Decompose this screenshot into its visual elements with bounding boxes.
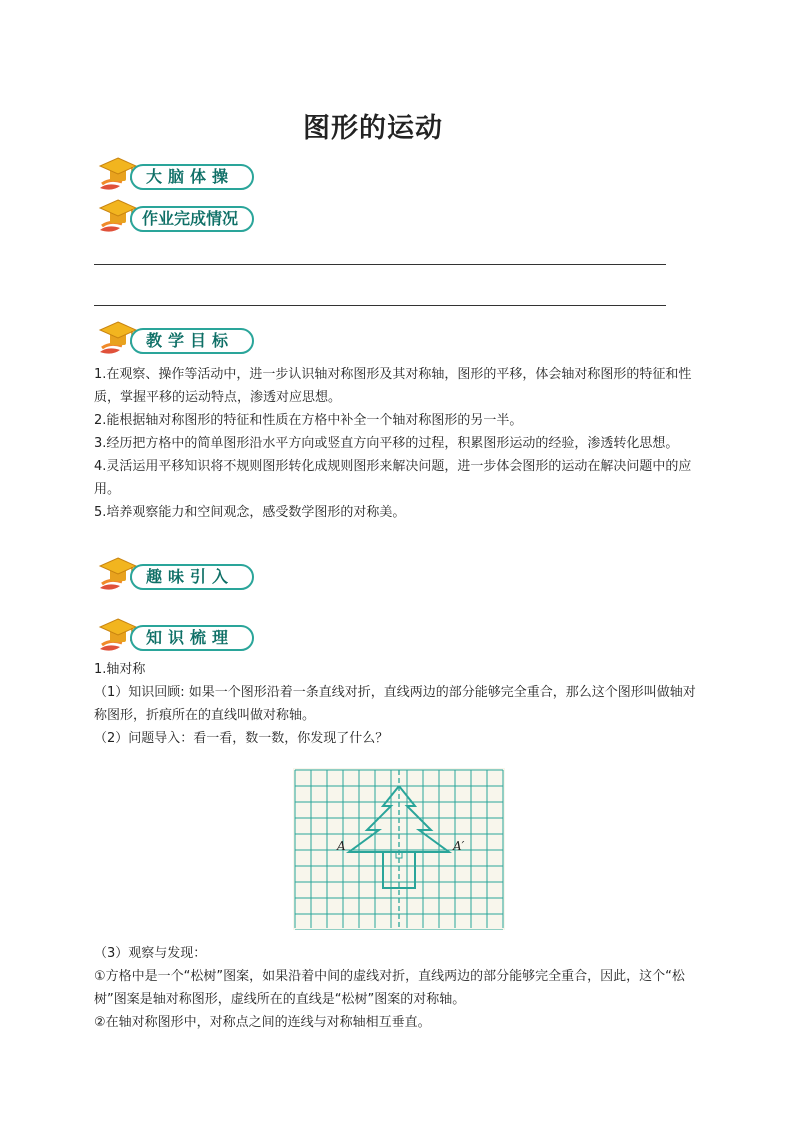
knowledge-question: （2）问题导入：看一看，数一数，你发现了什么？: [94, 731, 389, 746]
writing-line: [94, 305, 666, 306]
observe-title: （3）观察与发现：: [94, 946, 207, 961]
goal-item: 1.在观察、操作等活动中，进一步认识轴对称图形及其对称轴，图形的平移，体会轴对称图形的特征和性质，掌握平移的运动特点，渗透对应思想。: [94, 367, 692, 405]
point-a-prime-label: A′: [453, 839, 465, 853]
section-badge-pill: [130, 164, 254, 190]
observe-item: ①方格中是一个“松树”图案，如果沿着中间的虚线对折，直线两边的部分能够完全重合，因此，这个“松树”图案是轴对称图形，虚线所在的直线是“松树”图案的对称轴。: [94, 969, 685, 1007]
section-badge-pill: [130, 625, 254, 651]
knowledge-review: （1）知识回顾: 如果一个图形沿着一条直线对折，直线两边的部分能够完全重合，那么这个图形叫做轴对称图形，折痕所在的直线叫做对称轴。: [94, 685, 696, 723]
section-badge-label: 趣味引入: [146, 567, 235, 586]
section-badge-homework: [96, 196, 264, 236]
section-badge-label: 教学目标: [146, 331, 235, 350]
section-badge-knowledge: [96, 615, 264, 655]
knowledge-block: [94, 658, 706, 750]
section-badge-pill: [130, 564, 254, 590]
grid-background: [293, 768, 505, 930]
goal-item: 4.灵活运用平移知识将不规则图形转化成规则图形来解决问题，进一步体会图形的运动在解决问题中的应用。: [94, 459, 692, 497]
goal-item: 2.能根据轴对称图形的特征和性质在方格中补全一个轴对称图形的另一半。: [94, 413, 523, 428]
section-badge-pill: [130, 328, 254, 354]
section-badge-intro: [96, 554, 264, 594]
goal-item: 3.经历把方格中的简单图形沿水平方向或竖直方向平移的过程，积累图形运动的经验，渗透转化思想。: [94, 436, 679, 451]
page-title: 图形的运动: [303, 113, 443, 144]
pine-tree-grid-figure: [293, 768, 505, 930]
goal-item: 5.培养观察能力和空间观念，感受数学图形的对称美。: [94, 505, 406, 520]
section-badge-label: 作业完成情况: [142, 209, 239, 228]
observation-block: [94, 942, 706, 1034]
section-badge-label: 大脑体操: [146, 167, 235, 186]
goals-list: [94, 363, 706, 524]
writing-line: [94, 264, 666, 265]
point-a-label: A: [337, 839, 346, 853]
section-badge-label: 知识梳理: [146, 628, 235, 647]
knowledge-heading: 1.轴对称: [94, 662, 146, 677]
grid-svg: [293, 768, 505, 930]
section-badge-brain: [96, 154, 264, 194]
section-badge-pill: [130, 206, 254, 232]
observe-item: ②在轴对称图形中，对称点之间的连线与对称轴相互垂直。: [94, 1015, 431, 1030]
section-badge-goals: [96, 318, 264, 358]
